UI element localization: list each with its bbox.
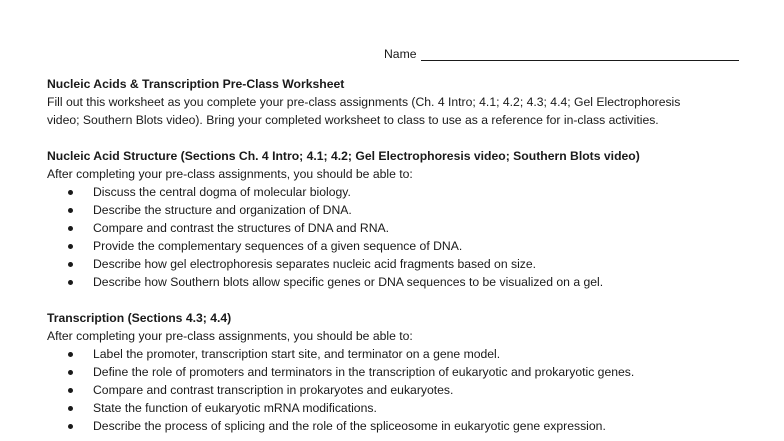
objectives-list-nucleic-acid-structure xyxy=(47,183,767,291)
bullet-icon xyxy=(68,370,73,375)
list-item-text: Provide the complementary sequences of a given sequence of DNA. xyxy=(93,239,463,253)
intro-line-1: Fill out this worksheet as you complete your pre-class assignments (Ch. 4 Intro; 4.1; 4.2; 4.3; 4.4; Gel Electrophoresis xyxy=(47,95,681,109)
list-item xyxy=(47,363,767,381)
section-heading-nucleic-acid-structure: Nucleic Acid Structure (Sections Ch. 4 Intro; 4.1; 4.2; Gel Electrophoresis video; Southern Blots video) xyxy=(47,149,640,163)
name-label: Name xyxy=(384,47,417,61)
list-item-text: Define the role of promoters and terminators in the transcription of eukaryotic and prokaryotic genes. xyxy=(93,365,635,379)
list-item-text: Describe the process of splicing and the role of the spliceosome in eukaryotic gene expression. xyxy=(93,419,606,433)
bullet-icon xyxy=(68,244,73,249)
list-item xyxy=(47,255,767,273)
bullet-icon xyxy=(68,280,73,285)
bullet-icon xyxy=(68,190,73,195)
bullet-icon xyxy=(68,226,73,231)
list-item-text: State the function of eukaryotic mRNA modifications. xyxy=(93,401,377,415)
list-item xyxy=(47,417,767,435)
list-item-text: Discuss the central dogma of molecular biology. xyxy=(93,185,351,199)
spacer xyxy=(47,291,767,309)
bullet-icon xyxy=(68,406,73,411)
section-heading-transcription: Transcription (Sections 4.3; 4.4) xyxy=(47,311,232,325)
name-blank-line xyxy=(421,47,739,61)
list-item-text: Describe the structure and organization of DNA. xyxy=(93,203,352,217)
list-item-text: Label the promoter, transcription start site, and terminator on a gene model. xyxy=(93,347,501,361)
list-item-text: Compare and contrast the structures of DNA and RNA. xyxy=(93,221,390,235)
list-item xyxy=(47,273,767,291)
list-item xyxy=(47,237,767,255)
list-item xyxy=(47,183,767,201)
list-item xyxy=(47,201,767,219)
section-lead: After completing your pre-class assignments, you should be able to: xyxy=(47,167,413,181)
list-item xyxy=(47,399,767,417)
bullet-icon xyxy=(68,352,73,357)
bullet-icon xyxy=(68,424,73,429)
list-item-text: Describe how gel electrophoresis separates nucleic acid fragments based on size. xyxy=(93,257,537,271)
intro-line-2: video; Southern Blots video). Bring your completed worksheet to class to use as a reference for in-class activities. xyxy=(47,113,659,127)
objectives-list-transcription xyxy=(47,345,767,435)
list-item xyxy=(47,381,767,399)
list-item xyxy=(47,219,767,237)
name-field xyxy=(384,47,744,61)
section-lead: After completing your pre-class assignments, you should be able to: xyxy=(47,329,413,343)
worksheet-body xyxy=(47,75,767,435)
list-item-text: Describe how Southern blots allow specific genes or DNA sequences to be visualized on a gel. xyxy=(93,275,604,289)
bullet-icon xyxy=(68,208,73,213)
worksheet-title: Nucleic Acids & Transcription Pre-Class Worksheet xyxy=(47,77,345,91)
bullet-icon xyxy=(68,262,73,267)
list-item xyxy=(47,345,767,363)
spacer xyxy=(47,129,767,147)
list-item-text: Compare and contrast transcription in prokaryotes and eukaryotes. xyxy=(93,383,454,397)
bullet-icon xyxy=(68,388,73,393)
